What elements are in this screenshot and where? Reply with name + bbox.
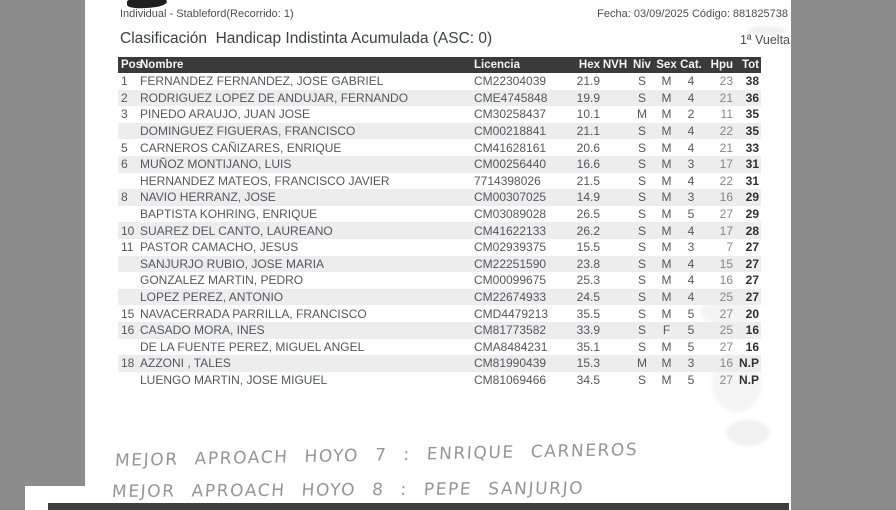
round-label: 1ª Vuelta <box>739 33 790 47</box>
page-title: Clasificación Handicap Indistinta Acumulada (ASC: 0) <box>120 30 493 47</box>
column-header-hex: Hex <box>578 59 600 71</box>
handwritten-note-hoyo8: MEJOR APROACH HOYO 8 : PEPE SANJURJO <box>111 478 585 503</box>
cell-nombre: NAVACERRADA PARRILLA, FRANCISCO <box>140 306 367 321</box>
cell-pos: 10 <box>121 223 135 238</box>
cell-nombre: LOPEZ PEREZ, ANTONIO <box>140 290 284 305</box>
cell-licencia: CMA8484231 <box>474 339 548 354</box>
handwritten-note-hoyo7: MEJOR APROACH HOYO 7 : ENRIQUE CARNEROS <box>114 440 639 472</box>
cell-tot: N.P <box>738 372 759 387</box>
cell-hex: 21.9 <box>576 74 600 89</box>
cell-sex: M <box>661 290 672 305</box>
cell-cat: 3 <box>687 240 695 255</box>
cell-nombre: FERNANDEZ FERNANDEZ, JOSE GABRIEL <box>140 74 384 89</box>
cell-licencia: CM00218841 <box>474 124 547 139</box>
cell-licencia: CM02939375 <box>474 240 547 255</box>
table-row <box>118 189 761 206</box>
cell-hpu: 16 <box>719 190 733 205</box>
cell-tot: 38 <box>745 74 759 89</box>
table-row <box>118 173 761 190</box>
cell-tot: 27 <box>745 290 759 305</box>
cell-nombre: SANJURJO RUBIO, JOSE MARIA <box>140 256 325 271</box>
table-row <box>118 106 761 123</box>
column-header-hpu: Hpu <box>710 59 733 71</box>
cell-licencia: CM81990439 <box>474 356 547 371</box>
cell-nombre: HERNANDEZ MATEOS, FRANCISCO JAVIER <box>140 173 390 188</box>
cell-hex: 15.3 <box>576 356 600 371</box>
cell-hpu: 27 <box>719 306 733 321</box>
cell-niv: S <box>637 157 646 172</box>
cell-cat: 5 <box>687 306 695 321</box>
cell-hpu: 17 <box>719 157 733 172</box>
cell-hpu: 27 <box>719 372 733 387</box>
cell-sex: M <box>661 306 672 321</box>
cell-tot: 29 <box>745 190 759 205</box>
table-row <box>118 139 761 156</box>
cell-hex: 21.5 <box>576 173 600 188</box>
cell-cat: 5 <box>687 207 695 222</box>
cell-pos: 16 <box>121 323 135 338</box>
table-row <box>118 305 761 322</box>
cell-licencia: CM22674933 <box>474 290 547 305</box>
cell-tot: N.P <box>738 356 759 371</box>
cell-hex: 14.9 <box>576 190 600 205</box>
table-row <box>118 289 761 306</box>
cell-sex: M <box>661 372 672 387</box>
cell-sex: M <box>661 240 672 255</box>
cell-pos: 6 <box>121 157 128 172</box>
cell-niv: M <box>637 356 647 371</box>
cell-nombre: AZZONI , TALES <box>140 356 231 371</box>
cell-tot: 16 <box>745 339 759 354</box>
cell-sex: M <box>661 107 672 122</box>
column-header-cat: Cat. <box>680 59 702 71</box>
cell-hex: 35.1 <box>576 339 600 354</box>
cell-nombre: PASTOR CAMACHO, JESUS <box>140 240 299 255</box>
cell-hpu: 11 <box>720 107 733 122</box>
cell-cat: 4 <box>687 74 695 89</box>
cell-pos: 8 <box>121 190 128 205</box>
cell-niv: S <box>637 256 646 271</box>
table-row <box>118 156 761 173</box>
cell-tot: 27 <box>745 256 759 271</box>
scan-artifact <box>726 420 770 446</box>
cell-licencia: CME4745848 <box>474 90 548 105</box>
cell-niv: S <box>637 323 646 338</box>
table-row <box>118 256 761 273</box>
cell-tot: 35 <box>745 124 759 139</box>
cell-tot: 35 <box>745 107 759 122</box>
cell-hpu: 17 <box>719 223 733 238</box>
cell-nombre: SUAREZ DEL CANTO, LAUREANO <box>140 223 333 238</box>
cell-cat: 4 <box>687 223 695 238</box>
cell-nombre: DE LA FUENTE PEREZ, MIGUEL ANGEL <box>140 339 365 354</box>
cell-tot: 36 <box>745 90 759 105</box>
column-header-pos: Pos <box>121 59 143 71</box>
cell-niv: S <box>637 173 646 188</box>
cell-cat: 2 <box>687 107 695 122</box>
cell-sex: M <box>661 223 672 238</box>
cell-licencia: CM81773582 <box>474 323 547 338</box>
cell-hpu: 22 <box>719 124 733 139</box>
cell-tot: 16 <box>745 323 759 338</box>
cell-tot: 28 <box>745 223 759 238</box>
cell-niv: S <box>637 339 646 354</box>
cell-licencia: CM81069466 <box>474 372 547 387</box>
cell-licencia: CM41622133 <box>474 223 547 238</box>
cell-sex: F <box>662 323 671 338</box>
cell-sex: M <box>661 273 672 288</box>
cell-licencia: CM03089028 <box>474 207 547 222</box>
table-row <box>118 272 761 289</box>
cell-hex: 35.5 <box>576 306 600 321</box>
scan-bottom-bar <box>48 503 789 510</box>
column-header-nvh: NVH <box>602 59 628 71</box>
column-header-tot: Tot <box>741 59 759 71</box>
cell-sex: M <box>661 90 672 105</box>
table-row <box>118 339 761 356</box>
cell-licencia: CM00099675 <box>474 273 547 288</box>
cell-pos: 5 <box>121 140 128 155</box>
column-header-sex: Sex <box>656 59 677 71</box>
cell-cat: 5 <box>687 323 695 338</box>
cell-cat: 3 <box>687 356 695 371</box>
cell-niv: S <box>637 190 646 205</box>
cell-niv: S <box>637 124 646 139</box>
cell-tot: 31 <box>745 173 759 188</box>
table-body <box>118 73 761 388</box>
cell-sex: M <box>661 124 672 139</box>
table-row <box>118 123 761 140</box>
cell-nombre: MUÑOZ MONTIJANO, LUIS <box>140 157 292 172</box>
cell-nombre: GONZALEZ MARTIN, PEDRO <box>140 273 304 288</box>
report-type: Individual - Stableford(Recorrido: 1) <box>120 8 294 20</box>
table-header-row <box>118 57 761 73</box>
column-header-niv: Niv <box>633 59 651 71</box>
cell-cat: 4 <box>687 173 695 188</box>
cell-nombre: NAVIO HERRANZ, JOSE <box>140 190 276 205</box>
table-row <box>118 73 761 90</box>
cell-pos: 1 <box>121 74 128 89</box>
cell-tot: 27 <box>745 273 759 288</box>
cell-hpu: 27 <box>719 339 733 354</box>
cell-niv: S <box>637 207 646 222</box>
cell-cat: 3 <box>687 190 695 205</box>
cell-tot: 33 <box>745 140 759 155</box>
cell-cat: 3 <box>687 157 695 172</box>
cell-sex: M <box>661 256 672 271</box>
cell-hpu: 22 <box>719 173 733 188</box>
cell-hpu: 16 <box>719 356 733 371</box>
cell-hpu: 25 <box>719 290 733 305</box>
table-row <box>118 206 761 223</box>
cell-sex: M <box>661 356 672 371</box>
cell-niv: S <box>637 290 646 305</box>
cell-tot: 20 <box>745 306 759 321</box>
cell-sex: M <box>661 140 672 155</box>
cell-licencia: CM00307025 <box>474 190 547 205</box>
cell-cat: 4 <box>687 140 695 155</box>
classification-table <box>118 57 761 388</box>
cell-sex: M <box>661 339 672 354</box>
cell-hex: 20.6 <box>576 140 600 155</box>
cell-niv: S <box>637 223 646 238</box>
cell-cat: 4 <box>687 290 695 305</box>
cell-hex: 23.8 <box>576 256 600 271</box>
cell-hpu: 21 <box>719 140 733 155</box>
cell-licencia: CM41628161 <box>474 140 547 155</box>
column-header-licencia: Licencia <box>474 59 521 71</box>
cell-hex: 33.9 <box>576 323 600 338</box>
cell-niv: S <box>637 90 646 105</box>
cell-licencia: CM22304039 <box>474 74 547 89</box>
table-row <box>118 239 761 256</box>
cell-hex: 34.5 <box>576 372 600 387</box>
cell-niv: M <box>637 107 647 122</box>
table-row <box>118 90 761 107</box>
cell-hex: 21.1 <box>576 124 600 139</box>
cell-hpu: 21 <box>719 90 733 105</box>
cell-hpu: 27 <box>719 207 733 222</box>
cell-hpu: 25 <box>719 323 733 338</box>
cell-niv: S <box>637 74 646 89</box>
cell-hpu: 7 <box>726 240 733 255</box>
cell-hex: 16.6 <box>576 157 600 172</box>
cell-cat: 4 <box>687 256 695 271</box>
cell-licencia: CM00256440 <box>474 157 547 172</box>
cell-licencia: CMD4479213 <box>474 306 549 321</box>
cell-cat: 4 <box>687 124 695 139</box>
table-row <box>118 222 761 239</box>
cell-pos: 2 <box>121 90 128 105</box>
cell-licencia: 7714398026 <box>474 173 541 188</box>
cell-hex: 25.3 <box>576 273 600 288</box>
cell-nombre: BAPTISTA KOHRING, ENRIQUE <box>140 207 318 222</box>
cell-nombre: CASADO MORA, INES <box>140 323 265 338</box>
cell-licencia: CM22251590 <box>474 256 547 271</box>
cell-sex: M <box>661 74 672 89</box>
cell-hpu: 16 <box>719 273 733 288</box>
cell-pos: 3 <box>121 107 128 122</box>
cell-niv: S <box>637 306 646 321</box>
cell-sex: M <box>661 173 672 188</box>
cell-niv: S <box>637 372 646 387</box>
cell-pos: 15 <box>121 306 135 321</box>
cell-sex: M <box>661 207 672 222</box>
cell-nombre: LUENGO MARTIN, JOSE MIGUEL <box>140 372 328 387</box>
cell-hex: 19.9 <box>576 90 600 105</box>
cell-hex: 26.5 <box>576 207 600 222</box>
cell-nombre: RODRIGUEZ LOPEZ DE ANDUJAR, FERNANDO <box>140 90 409 105</box>
cell-cat: 5 <box>687 339 695 354</box>
document-meta <box>120 8 788 20</box>
column-header-nombre: Nombre <box>140 59 184 71</box>
cell-niv: S <box>637 240 646 255</box>
cell-hex: 26.2 <box>576 223 600 238</box>
table-row <box>118 322 761 339</box>
cell-hpu: 15 <box>719 256 733 271</box>
cell-tot: 31 <box>745 157 759 172</box>
cell-tot: 29 <box>745 207 759 222</box>
cell-pos: 11 <box>121 240 134 255</box>
cell-hex: 15.5 <box>576 240 600 255</box>
cell-nombre: CARNEROS CAÑIZARES, ENRIQUE <box>140 140 342 155</box>
cell-niv: S <box>637 273 646 288</box>
table-row <box>118 355 761 372</box>
table-row <box>118 372 761 389</box>
fecha-codigo: Fecha: 03/09/2025 Código: 881825738 <box>597 8 788 20</box>
cell-cat: 5 <box>687 372 695 387</box>
cell-nombre: PINEDO ARAUJO, JUAN JOSE <box>140 107 311 122</box>
cell-hex: 24.5 <box>576 290 600 305</box>
cell-licencia: CM30258437 <box>474 107 547 122</box>
cell-pos: 18 <box>121 356 135 371</box>
cell-sex: M <box>661 157 672 172</box>
cell-sex: M <box>661 190 672 205</box>
cell-hpu: 23 <box>719 74 733 89</box>
cell-cat: 4 <box>687 90 695 105</box>
cell-hex: 10.1 <box>576 107 600 122</box>
cell-nombre: DOMINGUEZ FIGUERAS, FRANCISCO <box>140 124 356 139</box>
cell-tot: 27 <box>745 240 759 255</box>
cell-niv: S <box>637 140 646 155</box>
cell-cat: 4 <box>687 273 695 288</box>
